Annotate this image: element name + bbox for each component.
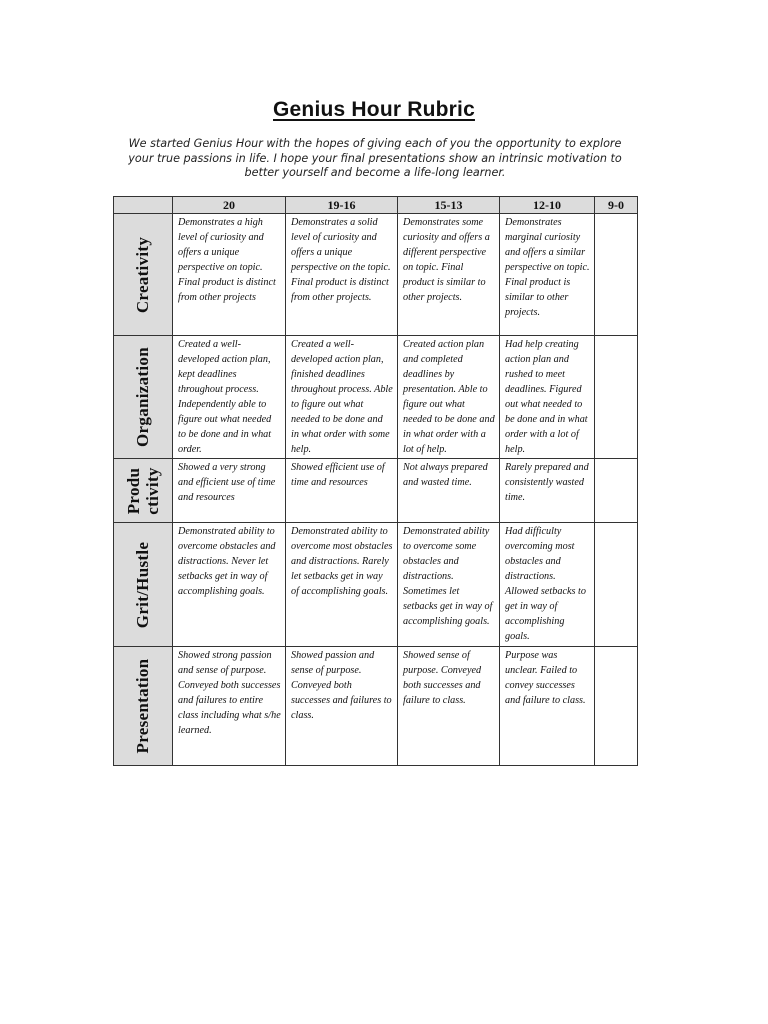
criteria-cell: Demonstrated ability to overcome some obstacles and distractions. Sometimes let setbacks get in way of accomplishing goals.	[398, 523, 500, 647]
criteria-cell: Demonstrated ability to overcome most obstacles and distractions. Rarely let setbacks get in way of accomplishing goals.	[286, 523, 398, 647]
score-header: 12-10	[500, 197, 595, 214]
criteria-cell: Showed efficient use of time and resources	[286, 459, 398, 523]
criteria-cell: Created a well-developed action plan, finished deadlines throughout process. Able to figure out what needed to be done and in what order with some help.	[286, 336, 398, 459]
criteria-cell	[595, 214, 638, 336]
intro-line: better yourself and become a life-long learner.	[244, 166, 506, 179]
header-row	[114, 197, 638, 214]
rubric-row-organization	[114, 336, 638, 459]
criteria-cell: Showed passion and sense of purpose. Conveyed both successes and failures to class.	[286, 647, 398, 766]
category-cell	[114, 459, 173, 523]
criteria-cell: Demonstrates a high level of curiosity and offers a unique perspective on topic. Final product is distinct from other projects	[173, 214, 286, 336]
page-title: Genius Hour Rubric	[273, 98, 475, 121]
intro-line: We started Genius Hour with the hopes of giving each of you the opportunity to explore	[128, 137, 622, 150]
intro-paragraph	[112, 137, 638, 181]
rubric-row-creativity	[114, 214, 638, 336]
criteria-cell: Created a well-developed action plan, kept deadlines throughout process. Independently able to figure out what needed to be done and in what order.	[173, 336, 286, 459]
score-header: 19-16	[286, 197, 398, 214]
criteria-cell	[595, 459, 638, 523]
criteria-cell: Showed a very strong and efficient use of time and resources	[173, 459, 286, 523]
score-header: 15-13	[398, 197, 500, 214]
criteria-cell: Not always prepared and wasted time.	[398, 459, 500, 523]
criteria-cell: Created action plan and completed deadlines by presentation. Able to figure out what needed to be done and in what order with a lot of help.	[398, 336, 500, 459]
rubric-table	[113, 196, 638, 766]
criteria-cell: Rarely prepared and consistently wasted time.	[500, 459, 595, 523]
category-label: Presentation	[133, 658, 152, 754]
criteria-cell: Demonstrates a solid level of curiosity and offers a unique perspective on the topic. Final product is distinct from other projects.	[286, 214, 398, 336]
category-label: Creativity	[133, 236, 152, 313]
intro-line: your true passions in life. I hope your final presentations show an intrinsic motivation to	[128, 151, 622, 165]
criteria-cell: Had difficulty overcoming most obstacles and distractions. Allowed setbacks to get in way of accomplishing goals.	[500, 523, 595, 647]
criteria-cell: Showed strong passion and sense of purpose. Conveyed both successes and failures to entire class including what s/he learned.	[173, 647, 286, 766]
criteria-cell: Demonstrated ability to overcome obstacles and distractions. Never let setbacks get in way of accomplishing goals.	[173, 523, 286, 647]
rubric-row-presentation	[114, 647, 638, 766]
category-cell	[114, 336, 173, 459]
rubric-row-grit-hustle	[114, 523, 638, 647]
category-label: Organization	[133, 347, 152, 447]
category-cell	[114, 214, 173, 336]
criteria-cell: Showed sense of purpose. Conveyed both successes and failure to class.	[398, 647, 500, 766]
criteria-cell	[595, 523, 638, 647]
category-cell	[114, 647, 173, 766]
criteria-cell: Had help creating action plan and rushed to meet deadlines. Figured out what needed to be done and in what order with a lot of help.	[500, 336, 595, 459]
rubric-row-productivity	[114, 459, 638, 523]
score-header: 9-0	[595, 197, 638, 214]
criteria-cell: Demonstrates some curiosity and offers a different perspective on topic. Final product is similar to other projects.	[398, 214, 500, 336]
score-header: 20	[173, 197, 286, 214]
header-corner-cell	[114, 197, 173, 214]
criteria-cell: Purpose was unclear. Failed to convey successes and failure to class.	[500, 647, 595, 766]
category-cell	[114, 523, 173, 647]
criteria-cell	[595, 647, 638, 766]
category-label: Grit/Hustle	[133, 541, 152, 628]
criteria-cell	[595, 336, 638, 459]
criteria-cell: Demonstrates marginal curiosity and offers a similar perspective on topic. Final product is similar to other projects.	[500, 214, 595, 336]
category-label: Produ ctivity	[124, 466, 162, 515]
